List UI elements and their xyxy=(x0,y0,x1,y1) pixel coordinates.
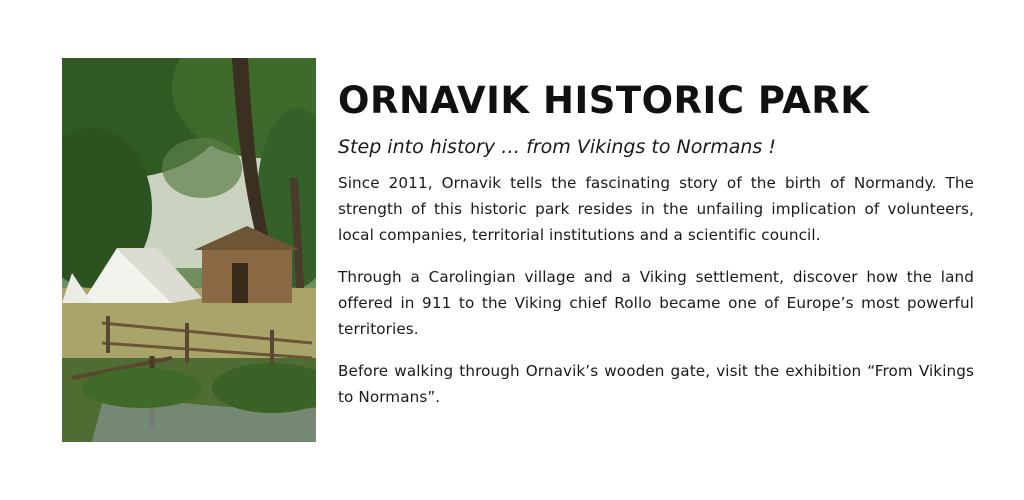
page-subtitle: Step into history … from Vikings to Normans ! xyxy=(338,136,776,158)
village-photo xyxy=(62,58,316,442)
exhibition-paragraph: Before walking through Ornavik’s wooden gate, visit the exhibition “From Vikings to Normans”. xyxy=(338,362,974,406)
page-title: ORNAVIK HISTORIC PARK xyxy=(338,79,870,122)
village-paragraph: Through a Carolingian village and a Viking settlement, discover how the land offered in 911 to the Viking chief Rollo became one of Europe’s most powerful territories. xyxy=(338,268,974,338)
intro-paragraph: Since 2011, Ornavik tells the fascinating story of the birth of Normandy. The strength of this historic park resides in the unfailing implication of volunteers, local companies, territorial institutions and a scientific council. xyxy=(338,174,974,244)
village-photo-illustration xyxy=(62,58,316,442)
content-panel xyxy=(338,78,974,410)
